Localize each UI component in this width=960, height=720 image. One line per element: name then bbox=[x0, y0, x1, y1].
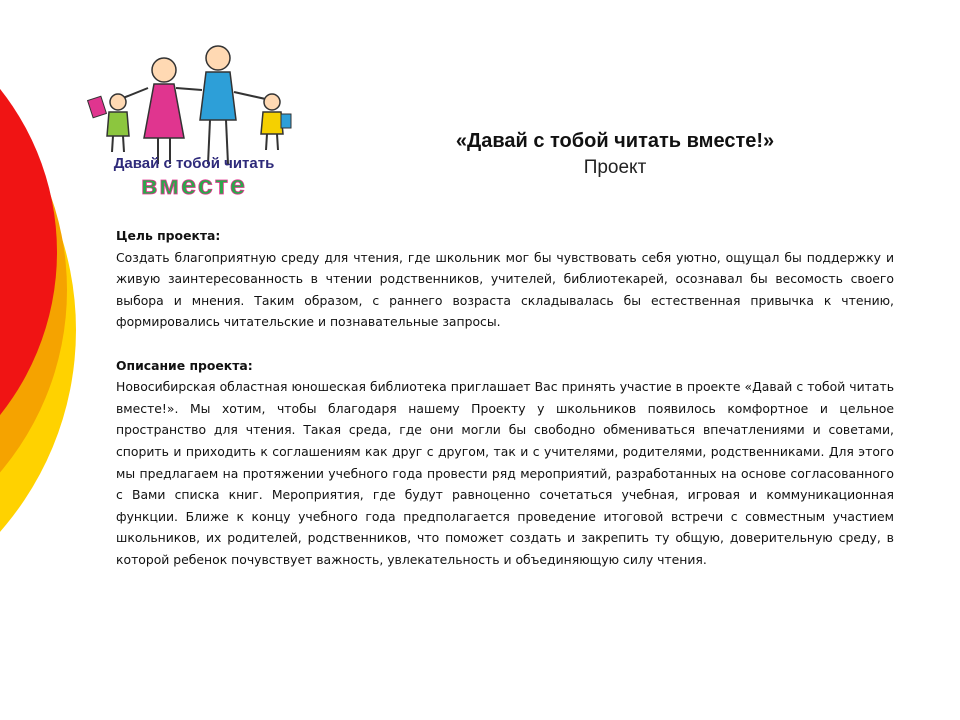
title-block bbox=[400, 128, 830, 180]
description-text: Новосибирская областная юношеская библиотека приглашает Вас принять участие в проекте «Давай с тобой читать вместе!». Мы хотим, чтобы благодаря нашему Проекту у школьников появилось комфортное и цельное пространство для чтения. Такая среда, где они могли бы свободно обмениваться впечатлениями и советами, спорить и приходить к соглашениям как друг с другом, так и с учителями, родителями, родственниками. Для этого мы предлагаем на протяжении учебного года провести ряд мероприятий, разработанных на основе согласованного с Вами списка книг. Мероприятия, где будут равноценно сочетаться учебная, игровая и коммуникационная функции. Ближе к концу учебного года предполагается проведение итоговой встречи с совместным участием школьников, их родителей, родственников, что поможет создать и закрепить ту общую, доверительную среду, в которой ребенок почувствует важность, увлекательность и объединяющую силу чтения. bbox=[116, 379, 894, 567]
goal-heading: Цель проекта: bbox=[116, 228, 221, 243]
page-title: «Давай с тобой читать вместе!» bbox=[455, 130, 775, 152]
family-figures-icon bbox=[88, 46, 291, 164]
content-body bbox=[116, 225, 894, 571]
page-subtitle: Проект bbox=[583, 157, 647, 178]
logo-line1: Давай с тобой читать bbox=[113, 155, 275, 172]
goal-text: Создать благоприятную среду для чтения, где школьник мог бы чувствовать себя уютно, ощущал бы поддержку и живую заинтересованность в чтении родственников, учителей, библиотекарей, осознавал бы весомость своего выбора и мнения. Таким образом, с раннего возраста складывалась бы естественная привычка к чтению, формировались читательские и познавательные запросы. bbox=[116, 249, 894, 330]
section-spacer bbox=[116, 333, 894, 355]
description-heading: Описание проекта: bbox=[116, 357, 253, 373]
project-logo bbox=[76, 40, 312, 200]
logo-line2: вместе bbox=[140, 170, 248, 200]
